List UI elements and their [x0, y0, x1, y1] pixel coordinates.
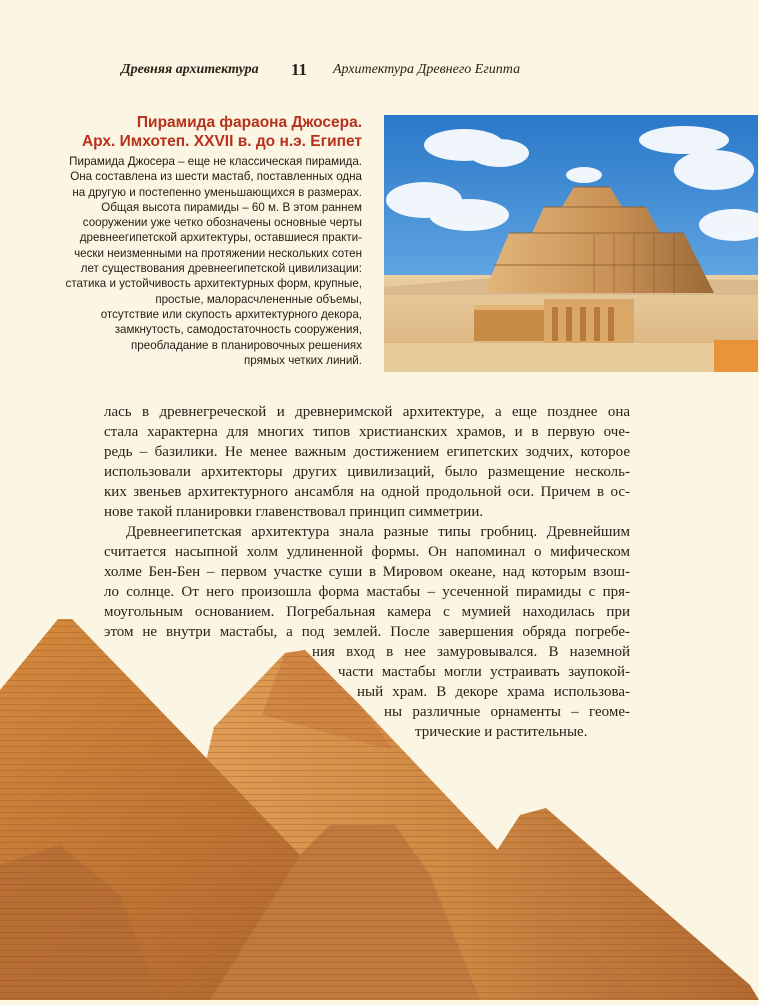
text-line: считается насыпной холм удлиненной формы. Он напоминал о мифическом [104, 544, 630, 560]
caption-line: замкнутость, самодостаточность сооружения, [114, 323, 362, 337]
giza-pyramids-illustration [0, 615, 759, 1000]
text-line: этом не внутри мастабы, а под землей. После завершения обряда погребе- [104, 624, 630, 640]
text-line: Древнеегипетская архитектура знала разные типы гробниц. Древнейшим [126, 524, 630, 540]
text-line: стала характерна для многих типов христианских храмов, и в первую оче- [104, 424, 630, 440]
caption-line: Общая высота пирамиды – 60 м. В этом раннем [101, 200, 362, 214]
caption-line: Пирамида Джосера – еще не классическая пирамида. [69, 155, 362, 168]
page-number: 11 [291, 60, 308, 79]
caption-line: на другую и постепенно уменьшающихся в размерах. [72, 185, 362, 199]
caption-line: сооружении уже четко обозначены основные черты [82, 216, 362, 230]
text-line: нове такой планировки главенствовал принцип симметрии. [104, 504, 484, 520]
header-chapter-title: Архитектура Древнего Египта [333, 62, 521, 77]
text-line: использовали архитекторы других цивилизаций, было размещение несколь- [104, 464, 630, 480]
caption-title-line: Пирамида фараона Джосера. [136, 114, 362, 131]
text-line: ло солнце. От него произошла форма мастабы – усеченной пирамиды с пря- [104, 584, 630, 600]
caption-line: чески неизменными на протяжении нескольких сотен [74, 246, 362, 260]
caption-title-line: Арх. Имхотеп. XXVII в. до н.э. Египет [81, 133, 362, 150]
caption-line: простые, малорасчлененные объемы, [155, 292, 362, 306]
text-line: холме Бен-Бен – первом участке суши в Мировом океане, над которым взош- [104, 564, 630, 580]
text-line: лась в древнегреческой и древнеримской архитектуре, а еще позднее она [104, 404, 630, 420]
running-header [0, 62, 759, 86]
text-line: ния вход в нее замуровывался. В наземной [312, 644, 630, 660]
caption-body [44, 154, 362, 368]
caption-line: прямых четких линий. [244, 353, 362, 367]
photo-caption [44, 113, 362, 368]
caption-line: Она составлена из шести мастаб, поставленных одна [70, 170, 362, 184]
caption-line: лет существования древнеегипетской цивилизации: [80, 262, 362, 276]
caption-title [44, 113, 362, 151]
caption-line: отсутствие или скупость архитектурного декора, [100, 307, 362, 321]
text-line: части мастабы могли устраивать заупокой- [338, 664, 630, 680]
header-book-title: Древняя архитектура [121, 62, 259, 77]
text-line: ких звеньев архитектурного ансамбля на одной продольной оси. Причем в ос- [104, 484, 630, 500]
text-line: ный храм. В декоре храма использова- [357, 684, 630, 700]
text-line: трические и растительные. [415, 724, 588, 740]
text-line: моугольным основанием. Погребальная камера с мумией находилась при [104, 604, 630, 620]
caption-line: статика и устойчивость архитектурных форм, крупные, [65, 277, 362, 291]
text-line: ны различные орнаменты – геоме- [384, 704, 630, 720]
caption-line: древнеегипетской архитектуры, оставшиеся практи- [79, 231, 362, 245]
caption-line: преобладание в планировочных решениях [131, 338, 362, 352]
djoser-pyramid-photo [384, 115, 758, 372]
text-line: редь – базилики. Не менее важным достижением египетских зодчих, которое [104, 444, 630, 460]
